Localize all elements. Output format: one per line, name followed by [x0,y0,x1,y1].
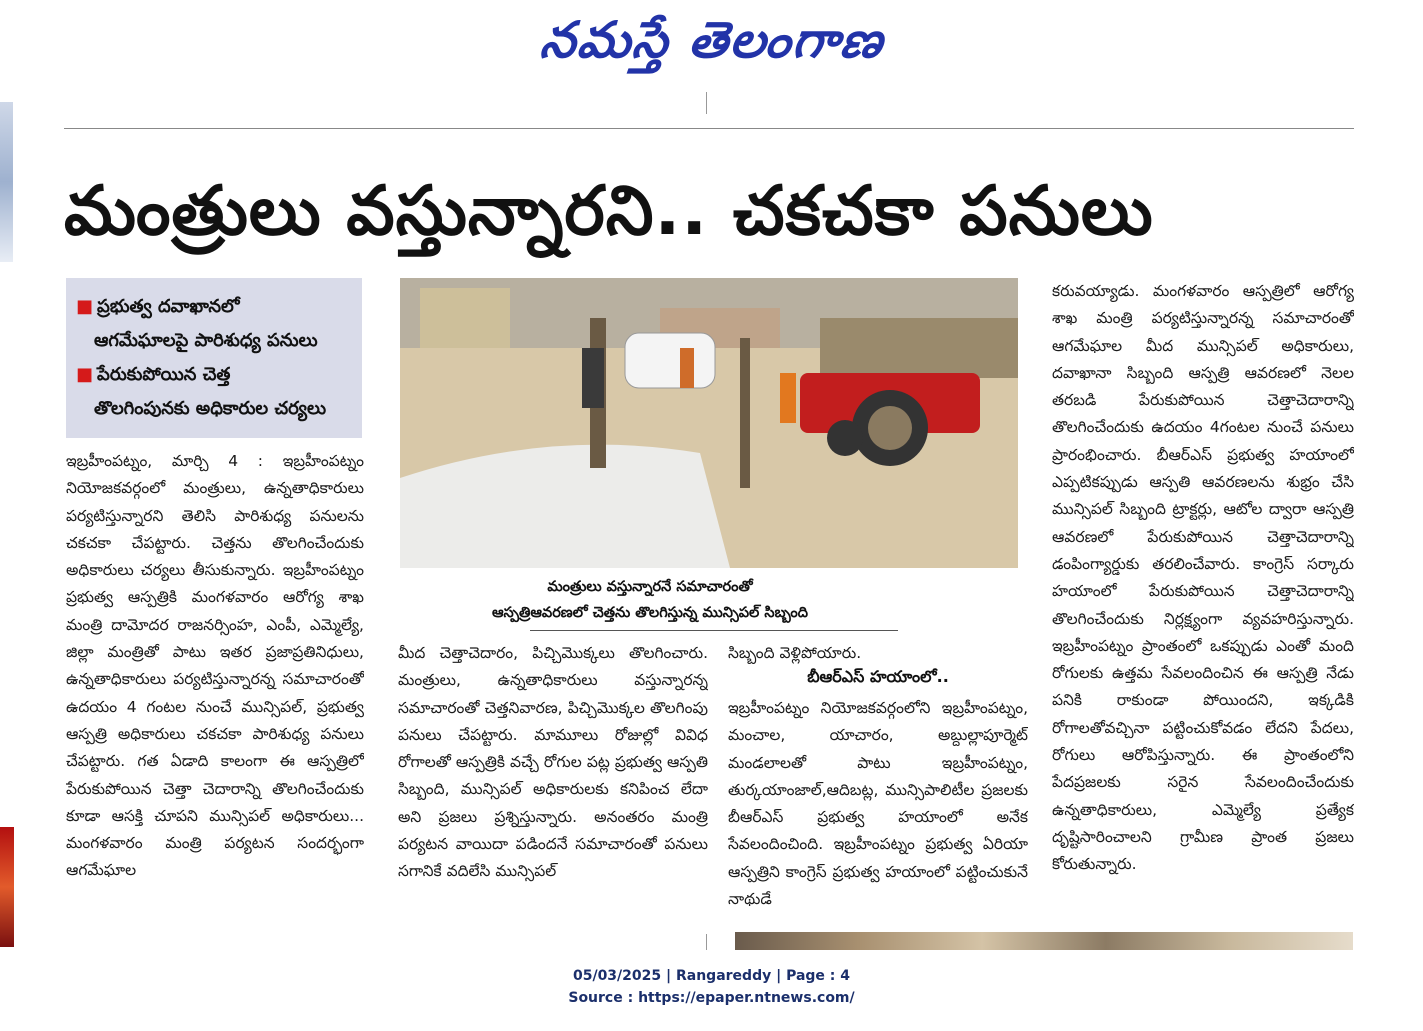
column-divider [706,934,707,950]
article-column-3-intro [728,640,1028,670]
section-divider [64,128,1354,129]
article-body-text: సిబ్బంది వెళ్లిపోయారు. [728,644,862,662]
highlight-item [76,290,352,324]
newspaper-page [0,92,1423,950]
article-column-1 [66,448,364,923]
bullet-square-icon: ■ [76,296,94,317]
page-footer [0,965,1423,1009]
highlight-text: ప్రభుత్వ దవాఖానలో [97,296,240,317]
article-body-text: ఇబ్రహీంపట్నం నియోజకవర్గంలోని ఇబ్రహీంపట్నం, మంచాల, యాచారం, అబ్దుల్లాపూర్మెట్ మండలాలతో పాటు ఇబ్రహీంపట్నం, తుర్కయాంజాల్,ఆదిబట్ల, మున్సిపాలిటీల ప్రజలకు బీఆర్ఎస్ ప్రభుత్వ హయాంలో అనేక సేవలందించింది. ఇబ్రహీంపట్నం ప్రభుత్వ ఏరియా ఆస్పత్రిని కాంగ్రెస్ ప్రభుత్వ హయాంలో పట్టించుకునే నాథుడే [728,699,1028,909]
highlights-box [66,278,362,438]
bullet-square-icon: ■ [76,364,94,385]
photo-scene [400,278,1018,568]
photo-caption [400,574,900,626]
article-subheading: బీఆర్ఎస్ హయాంలో.. [807,667,949,686]
photo-caption-line: మంత్రులు వస్తున్నారనే సమాచారంతో [547,579,753,595]
article-column-2 [398,640,708,923]
highlight-text: ఆగమేఘాలపై పారిశుధ్య పనులు [94,330,318,351]
adjacent-photo [0,102,13,262]
column-divider [706,92,707,114]
article-body-text: ఇబ్రహీంపట్నం, మార్చి 4 : ఇబ్రహీంపట్నం నియోజకవర్గంలో మంత్రులు, ఉన్నతాధికారులు పర్యటిస్తున్నారని తెలిసి పారిశుధ్య పనులను చకచకా చేపట్టారు. చెత్తను తొలగించేందుకు అధికారులు చర్యలు తీసుకున్నారు. ఇబ్రహీంపట్నం ప్రభుత్వ ఆస్పత్రికి మంగళవారం ఆరోగ్య శాఖ మంత్రి దామోదర రాజనర్సింహ, ఎంపీ, ఎమ్మెల్యే, జిల్లా మంత్రితో పాటు ఇతర ప్రజాప్రతినిధులు, ఉన్నతాధికారులు పర్యటిస్తున్నారన్న సమాచారంతో ఉదయం 4 గంటల నుంచే మున్సిపల్, ప్రభుత్వ ఆస్పత్రి అధికారులు చకచకా పారిశుధ్య పనులు చేపట్టారు. గత ఏడాది కాలంగా ఈ ఆస్పత్రిలో పేరుకుపోయిన చెత్తా చెదారాన్ని తొలగించేందుకు కూడా ఆసక్తి చూపని మున్సిపల్ అధికారులు... మంగళవారం మంత్రి పర్యటన సందర్భంగా ఆగమేఘాల [66,452,364,880]
source-url: Source : https://epaper.ntnews.com/ [568,990,855,1006]
edition-info: 05/03/2025 | Rangareddy | Page : 4 [572,968,851,984]
article-body-text: మీద చెత్తాచెదారం, పిచ్చిమొక్కలు తొలగించారు. మంత్రులు, ఉన్నతాధికారులు వస్తున్నారన్న సమాచారంతో చెత్తనివారణ, పిచ్చిమొక్కల తొలగింపు పనులు చేపట్టారు. మామూలు రోజుల్లో వివిధ రోగాలతో ఆస్పత్రికి వచ్చే రోగుల పట్ల ప్రభుత్వ ఆస్పతి సిబ్బంది, మున్సిపల్ అధికారులకు కనిపించ లేదా అని ప్రజలు ప్రశ్నిస్తున్నారు. అనంతరం మంత్రి పర్యటన వాయిదా పడిందనే సమాచారంతో పనులు సగానికే వదిలేసి మున్సిపల్ [398,644,708,881]
photo-caption-line: ఆస్పత్రిఆవరణలో చెత్తను తొలగిస్తున్న మున్సిపల్ సిబ్బంది [491,605,808,621]
adjacent-photo [0,827,14,947]
next-article-photo [735,932,1353,950]
highlight-text: పేరుకుపోయిన చెత్త [97,364,231,385]
highlight-item [76,358,352,392]
caption-divider [530,630,898,631]
masthead [0,0,1423,92]
previous-article-cut-text [66,94,686,110]
article-body-text: కరువయ్యాడు. మంగళవారం ఆస్పత్రిలో ఆరోగ్య శాఖ మంత్రి పర్యటిస్తున్నారన్న సమాచారంతో ఆగమేఘాల మీద మున్సిపల్ అధికారులు, దవాఖానా సిబ్బంది ఆస్పత్రి ఆవరణలో నెలల తరబడి పేరుకుపోయిన చెత్తాచెదారాన్ని తొలగించేందుకు ఉదయం 4గంటల నుంచే పనులు ప్రారంభించారు. బీఆర్ఎస్ ప్రభుత్వ హయాంలో ఎప్పటికప్పుడు ఆస్పతి ఆవరణలను శుభ్రం చేసి మున్సిపల్ సిబ్బంది ట్రాక్టర్లు, ఆటోల ద్వారా ఆస్పత్రి ఆవరణలో పేరుకుపోయిన చెత్తాచెదారాన్ని డంపింగ్యార్డుకు తరలించేవారు. కాంగ్రెస్ సర్కారు హయాంలో పేరుకుపోయిన చెత్తాచెదారాన్ని తొలగించేందుకు నిర్లక్ష్యంగా వ్యవహరిస్తున్నారు. ఇబ్రహీంపట్నం ప్రాంతంలో ఒకప్పుడు ఎంతో మంది రోగులకు ఉత్తమ సేవలందించిన ఈ ఆస్పత్రి నేడు పనికి రాకుండా పోయిందని, ఇక్కడికి రోగాలతోవచ్చినా పట్టించుకోవడం లేదని పేదలు, రోగులు ఆరోపిస్తున్నారు. ఈ ప్రాంతంలోని పేదప్రజలకు సరైన సేవలందించేందుకు ఉన్నతాధికారులు, ఎమ్మెల్యే ప్రత్యేక దృష్టిసారించాలని గ్రామీణ ప్రాంత ప్రజలు కోరుతున్నారు. [1052,282,1354,874]
article-headline: మంత్రులు వస్తున్నారని.. చకచకా పనులు [64,172,1154,251]
article-column-4 [1052,278,1354,923]
article-column-3 [728,695,1028,923]
newspaper-logo: నమస్తే తెలంగాణ [537,10,888,69]
article-photo [400,278,1018,568]
highlight-text: తొలగింపునకు అధికారుల చర్యలు [94,398,327,419]
adjacent-article-strip [0,92,14,950]
